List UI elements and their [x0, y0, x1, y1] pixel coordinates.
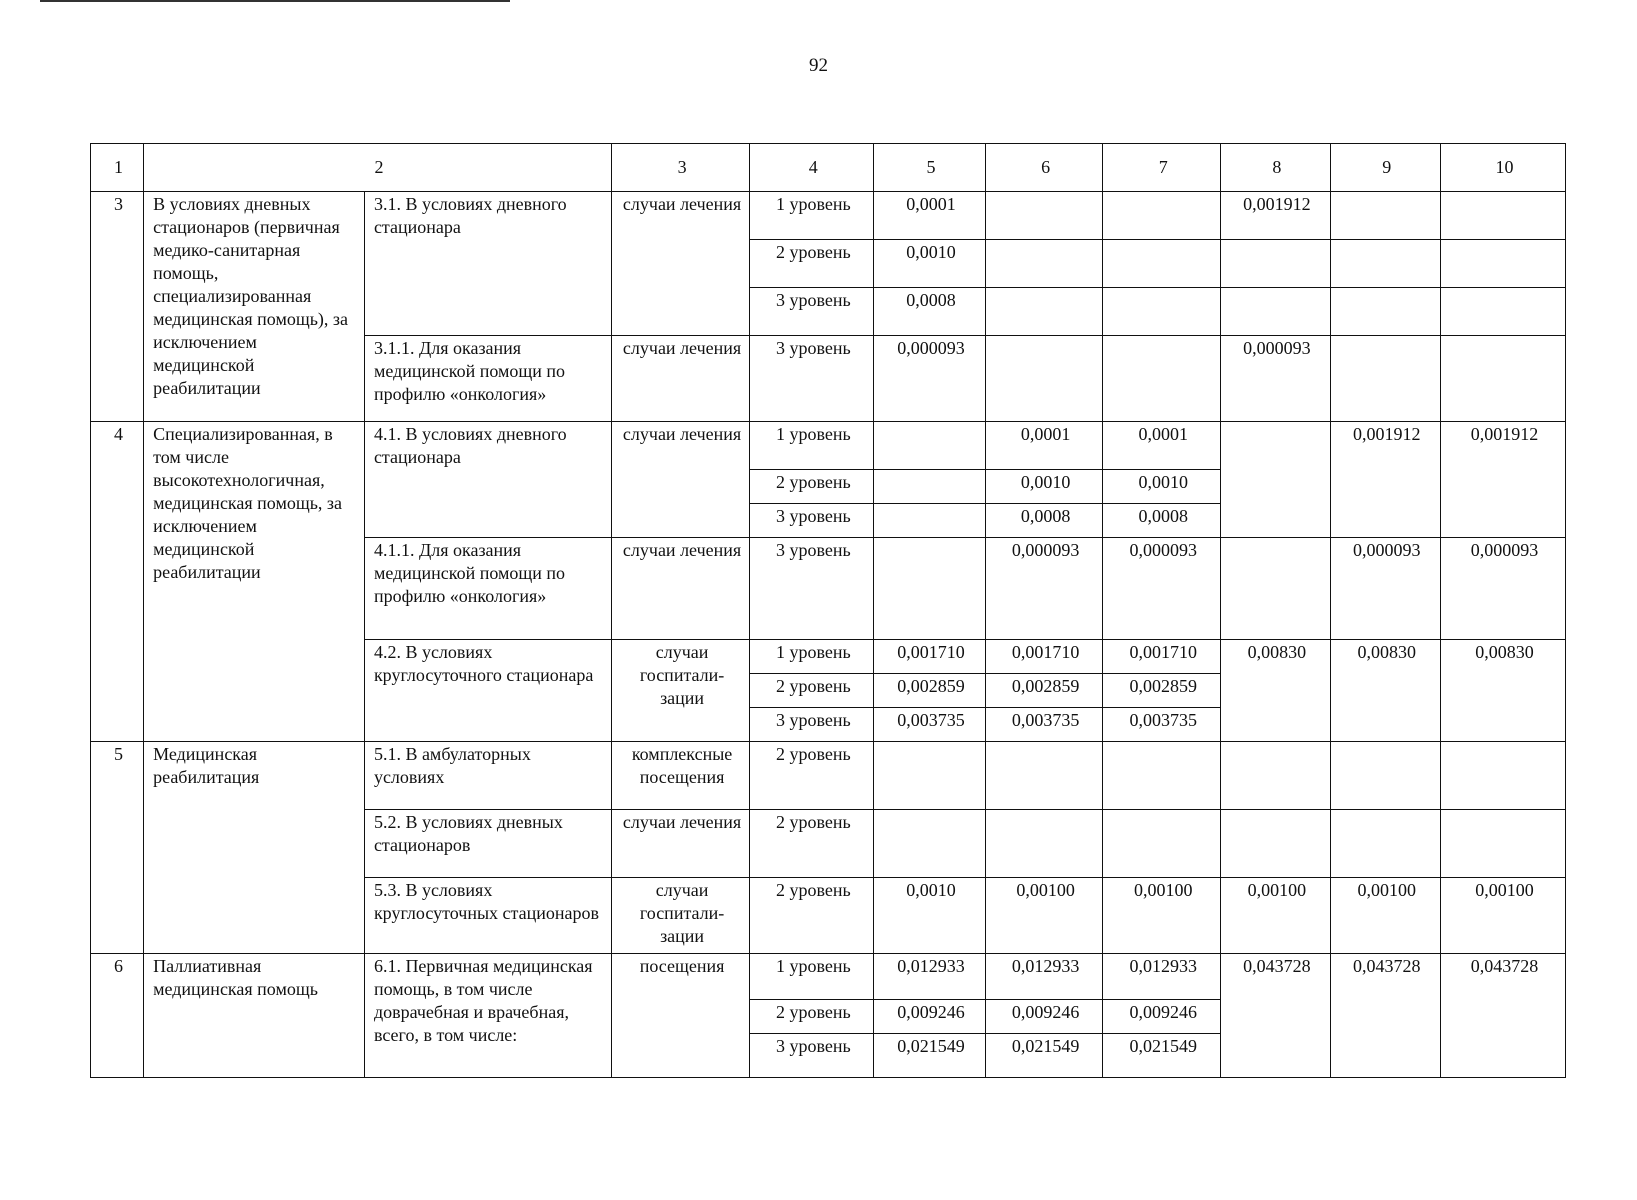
page-number: 92: [809, 55, 828, 76]
empty-cell: [1330, 336, 1440, 422]
value-cell: 0,012933: [874, 954, 985, 1000]
value-cell: 0,003735: [874, 708, 985, 742]
header-cell-1: 1: [91, 144, 144, 192]
empty-cell: [1103, 742, 1221, 810]
unit-cell: случаи лечения: [611, 192, 750, 336]
level-cell: 3 уровень: [750, 538, 874, 640]
value-cell: 0,0008: [874, 288, 985, 336]
header-cell-2: 2: [144, 144, 612, 192]
empty-cell: [1221, 810, 1330, 878]
value-cell: 0,0010: [874, 878, 985, 954]
norms-table: [90, 143, 1566, 1078]
level-cell: 2 уровень: [750, 742, 874, 810]
section-number: 4: [91, 422, 144, 742]
level-cell: 3 уровень: [750, 504, 874, 538]
empty-cell: [1440, 810, 1565, 878]
empty-cell: [1330, 810, 1440, 878]
value-cell: 0,00830: [1330, 640, 1440, 742]
table-row: [91, 422, 1566, 470]
empty-cell: [874, 470, 985, 504]
level-cell: 2 уровень: [750, 1000, 874, 1034]
value-cell: 0,001710: [985, 640, 1103, 674]
value-cell: 0,001912: [1330, 422, 1440, 538]
scan-edge-line: [40, 0, 510, 2]
level-cell: 2 уровень: [750, 240, 874, 288]
empty-cell: [1221, 288, 1330, 336]
level-cell: 2 уровень: [750, 470, 874, 504]
subsection-label: 4.1.1. Для оказания медицинской помощи по профилю «онкология»: [364, 538, 611, 640]
table-row: [91, 954, 1566, 1000]
subsection-label: 5.2. В условиях дневных стационаров: [364, 810, 611, 878]
empty-cell: [1440, 192, 1565, 240]
value-cell: 0,002859: [985, 674, 1103, 708]
value-cell: 0,00830: [1440, 640, 1565, 742]
level-cell: 1 уровень: [750, 422, 874, 470]
header-cell-3: 3: [611, 144, 750, 192]
value-cell: 0,001912: [1221, 192, 1330, 240]
value-cell: 0,009246: [874, 1000, 985, 1034]
value-cell: 0,0001: [874, 192, 985, 240]
value-cell: 0,00100: [1221, 878, 1330, 954]
empty-cell: [1330, 240, 1440, 288]
value-cell: 0,000093: [1103, 538, 1221, 640]
value-cell: 0,000093: [985, 538, 1103, 640]
level-cell: 2 уровень: [750, 878, 874, 954]
subsection-label: 3.1. В условиях дневного стационара: [364, 192, 611, 336]
value-cell: 0,012933: [1103, 954, 1221, 1000]
section-title: В условиях дневных стационаров (первичная медико-санитарная помощь, специализированная медицинская помощь), за исключением медицинской реабилитации: [144, 192, 365, 422]
level-cell: 3 уровень: [750, 708, 874, 742]
value-cell: 0,003735: [985, 708, 1103, 742]
value-cell: 0,00100: [1330, 878, 1440, 954]
value-cell: 0,043728: [1330, 954, 1440, 1078]
section-number: 5: [91, 742, 144, 954]
empty-cell: [1440, 336, 1565, 422]
unit-cell: посещения: [611, 954, 750, 1078]
value-cell: 0,00830: [1221, 640, 1330, 742]
empty-cell: [874, 742, 985, 810]
empty-cell: [985, 240, 1103, 288]
empty-cell: [1330, 192, 1440, 240]
table-row: [91, 742, 1566, 810]
value-cell: 0,0010: [1103, 470, 1221, 504]
empty-cell: [1221, 742, 1330, 810]
section-title: Паллиативная медицинская помощь: [144, 954, 365, 1078]
value-cell: 0,000093: [1221, 336, 1330, 422]
value-cell: 0,012933: [985, 954, 1103, 1000]
empty-cell: [1221, 240, 1330, 288]
unit-cell: случаи лечения: [611, 336, 750, 422]
header-cell-9: 9: [1330, 144, 1440, 192]
empty-cell: [985, 336, 1103, 422]
subsection-label: 5.3. В условиях круглосуточных стационаров: [364, 878, 611, 954]
empty-cell: [1440, 240, 1565, 288]
unit-cell: комплексные посещения: [611, 742, 750, 810]
empty-cell: [1103, 192, 1221, 240]
empty-cell: [1330, 742, 1440, 810]
subsection-label: 3.1.1. Для оказания медицинской помощи по профилю «онкология»: [364, 336, 611, 422]
header-cell-6: 6: [985, 144, 1103, 192]
value-cell: 0,021549: [1103, 1034, 1221, 1078]
header-row: [91, 144, 1566, 192]
empty-cell: [1221, 422, 1330, 538]
value-cell: 0,00100: [1103, 878, 1221, 954]
value-cell: 0,001710: [1103, 640, 1221, 674]
header-cell-10: 10: [1440, 144, 1565, 192]
value-cell: 0,043728: [1221, 954, 1330, 1078]
empty-cell: [985, 288, 1103, 336]
empty-cell: [985, 810, 1103, 878]
header-cell-8: 8: [1221, 144, 1330, 192]
empty-cell: [1103, 240, 1221, 288]
header-cell-4: 4: [750, 144, 874, 192]
value-cell: 0,0008: [985, 504, 1103, 538]
value-cell: 0,000093: [1330, 538, 1440, 640]
value-cell: 0,021549: [985, 1034, 1103, 1078]
empty-cell: [985, 742, 1103, 810]
value-cell: 0,002859: [1103, 674, 1221, 708]
level-cell: 3 уровень: [750, 336, 874, 422]
level-cell: 1 уровень: [750, 954, 874, 1000]
value-cell: 0,009246: [985, 1000, 1103, 1034]
empty-cell: [1440, 742, 1565, 810]
value-cell: 0,001710: [874, 640, 985, 674]
value-cell: 0,009246: [1103, 1000, 1221, 1034]
level-cell: 1 уровень: [750, 192, 874, 240]
empty-cell: [1440, 288, 1565, 336]
section-number: 6: [91, 954, 144, 1078]
empty-cell: [1103, 288, 1221, 336]
value-cell: 0,021549: [874, 1034, 985, 1078]
empty-cell: [1221, 538, 1330, 640]
unit-cell: случаи лечения: [611, 422, 750, 538]
level-cell: 2 уровень: [750, 674, 874, 708]
empty-cell: [985, 192, 1103, 240]
value-cell: 0,003735: [1103, 708, 1221, 742]
empty-cell: [874, 504, 985, 538]
value-cell: 0,0001: [985, 422, 1103, 470]
value-cell: 0,000093: [874, 336, 985, 422]
subsection-label: 4.1. В условиях дневного стационара: [364, 422, 611, 538]
value-cell: 0,0010: [985, 470, 1103, 504]
value-cell: 0,0010: [874, 240, 985, 288]
value-cell: 0,00100: [985, 878, 1103, 954]
empty-cell: [874, 810, 985, 878]
value-cell: 0,0008: [1103, 504, 1221, 538]
section-title: Медицинская реабилитация: [144, 742, 365, 954]
value-cell: 0,000093: [1440, 538, 1565, 640]
level-cell: 2 уровень: [750, 810, 874, 878]
value-cell: 0,002859: [874, 674, 985, 708]
header-cell-7: 7: [1103, 144, 1221, 192]
empty-cell: [874, 422, 985, 470]
subsection-label: 4.2. В условиях круглосуточного стационара: [364, 640, 611, 742]
unit-cell: случаи лечения: [611, 810, 750, 878]
header-cell-5: 5: [874, 144, 985, 192]
empty-cell: [1103, 810, 1221, 878]
subsection-label: 5.1. В амбулаторных условиях: [364, 742, 611, 810]
empty-cell: [1103, 336, 1221, 422]
unit-cell: случаи лечения: [611, 538, 750, 640]
level-cell: 3 уровень: [750, 1034, 874, 1078]
section-number: 3: [91, 192, 144, 422]
section-title: Специализированная, в том числе высокотехнологичная, медицинская помощь, за исключением медицинской реабилитации: [144, 422, 365, 742]
value-cell: 0,00100: [1440, 878, 1565, 954]
value-cell: 0,0001: [1103, 422, 1221, 470]
value-cell: 0,001912: [1440, 422, 1565, 538]
empty-cell: [874, 538, 985, 640]
level-cell: 1 уровень: [750, 640, 874, 674]
subsection-label: 6.1. Первичная медицинская помощь, в том числе доврачебная и врачебная, всего, в том числе:: [364, 954, 611, 1078]
empty-cell: [1330, 288, 1440, 336]
level-cell: 3 уровень: [750, 288, 874, 336]
unit-cell: случаи госпитали-зации: [611, 640, 750, 742]
value-cell: 0,043728: [1440, 954, 1565, 1078]
table-row: [91, 192, 1566, 240]
unit-cell: случаи госпитали-зации: [611, 878, 750, 954]
